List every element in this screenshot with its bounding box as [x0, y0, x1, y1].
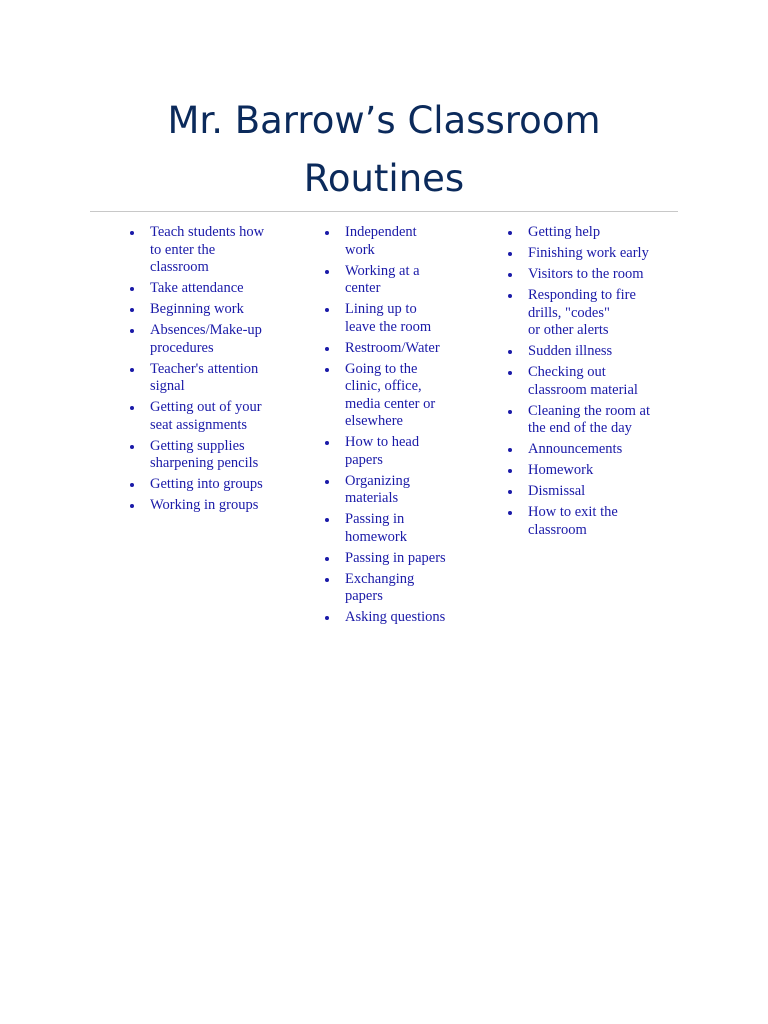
routine-item-line: Getting supplies	[150, 437, 245, 454]
routine-item-line: classroom	[528, 521, 587, 538]
routine-item	[323, 473, 463, 508]
routine-item	[506, 266, 666, 284]
routine-item-line: materials	[345, 490, 399, 506]
routine-item-line: Beginning work	[150, 301, 244, 317]
routine-item-line: homework	[345, 528, 408, 545]
routine-item-line: Cleaning the room at	[528, 402, 651, 419]
routine-item-line: leave the room	[345, 318, 432, 335]
routine-item	[128, 361, 278, 396]
routine-item	[323, 550, 463, 568]
routine-item-line: elsewhere	[345, 413, 403, 429]
routine-item-line: Exchanging	[345, 570, 415, 587]
routine-item-line: Asking questions	[345, 609, 446, 625]
routine-item	[506, 462, 666, 480]
routine-item-line: seat assignments	[150, 416, 248, 433]
routine-item	[323, 301, 463, 336]
routine-item	[323, 434, 463, 469]
routine-item-line: Independent	[345, 224, 417, 240]
routine-item	[323, 340, 463, 358]
routine-item	[323, 224, 463, 259]
routine-item-line: Announcements	[528, 441, 623, 457]
routine-item-line: Getting out of your	[150, 399, 262, 415]
routine-item-line: Responding to fire	[528, 287, 636, 303]
routines-column-3	[506, 224, 666, 543]
routine-item-line: work	[345, 241, 375, 258]
page-title	[0, 92, 768, 208]
routine-item-line: Teacher's attention	[150, 360, 259, 377]
routine-item-line: classroom material	[528, 381, 638, 398]
routine-item-line: the end of the day	[528, 420, 632, 436]
routine-item-line: Sudden illness	[528, 343, 613, 359]
routine-item	[323, 361, 463, 431]
routine-item-line: media center or	[345, 395, 436, 412]
routine-item-line: Passing in	[345, 511, 405, 527]
routines-column-2	[323, 224, 463, 630]
routine-item	[506, 483, 666, 501]
routine-item-line: procedures	[150, 339, 214, 356]
routine-item-line: Lining up to	[345, 301, 417, 317]
routine-item-line: Getting help	[528, 224, 601, 240]
routine-item	[506, 441, 666, 459]
routine-item-line: or other alerts	[528, 322, 609, 338]
routine-item	[506, 504, 666, 539]
title-line-1: Mr. Barrow’s Classroom	[167, 99, 601, 142]
routine-item-line: Restroom/Water	[345, 339, 440, 356]
routine-item-line: to enter the	[150, 241, 216, 258]
routine-item-line: drills, "codes"	[528, 304, 610, 321]
routine-item	[128, 224, 278, 277]
routine-item	[506, 287, 666, 340]
routine-item-line: How to exit the	[528, 504, 618, 520]
title-divider	[90, 211, 678, 212]
routine-item	[506, 245, 666, 263]
routine-item-line: Passing in papers	[345, 549, 446, 566]
routine-item-line: papers	[345, 588, 383, 604]
routine-item-line: classroom	[150, 259, 209, 275]
routine-item-line: Finishing work early	[528, 245, 649, 261]
routine-item	[506, 403, 666, 438]
routine-item-line: Teach students how	[150, 224, 265, 240]
routine-item-line: Absences/Make-up	[150, 322, 262, 338]
routine-item-line: Dismissal	[528, 483, 586, 499]
routine-item	[323, 263, 463, 298]
routine-item-line: Visitors to the room	[528, 266, 644, 282]
routine-item	[128, 476, 278, 494]
routine-item	[128, 497, 278, 515]
routine-item-line: signal	[150, 378, 185, 394]
routine-item	[323, 511, 463, 546]
routine-item-line: sharpening pencils	[150, 455, 259, 471]
routine-item-line: How to head	[345, 434, 420, 450]
routine-item	[128, 301, 278, 319]
routine-item-line: center	[345, 280, 381, 296]
routine-item-line: Working at a	[345, 262, 420, 279]
routine-item	[323, 609, 463, 627]
routine-item-line: Getting into groups	[150, 476, 263, 492]
routine-item-line: Working in groups	[150, 497, 259, 513]
routine-item-line: Take attendance	[150, 280, 244, 296]
routine-item	[506, 343, 666, 361]
routine-item	[128, 280, 278, 298]
routine-item-line: Organizing	[345, 472, 410, 489]
routines-column-1	[128, 224, 278, 518]
title-line-2: Routines	[303, 157, 465, 200]
routine-item	[323, 571, 463, 606]
routine-item	[506, 224, 666, 242]
routine-item	[506, 364, 666, 399]
routine-item-line: Going to the	[345, 360, 418, 377]
routine-item-line: clinic, office,	[345, 378, 422, 394]
routine-item-line: Homework	[528, 462, 594, 478]
routine-item-line: Checking out	[528, 364, 606, 380]
routine-item	[128, 399, 278, 434]
routine-item	[128, 438, 278, 473]
routine-item-line: papers	[345, 451, 383, 468]
routine-item	[128, 322, 278, 357]
